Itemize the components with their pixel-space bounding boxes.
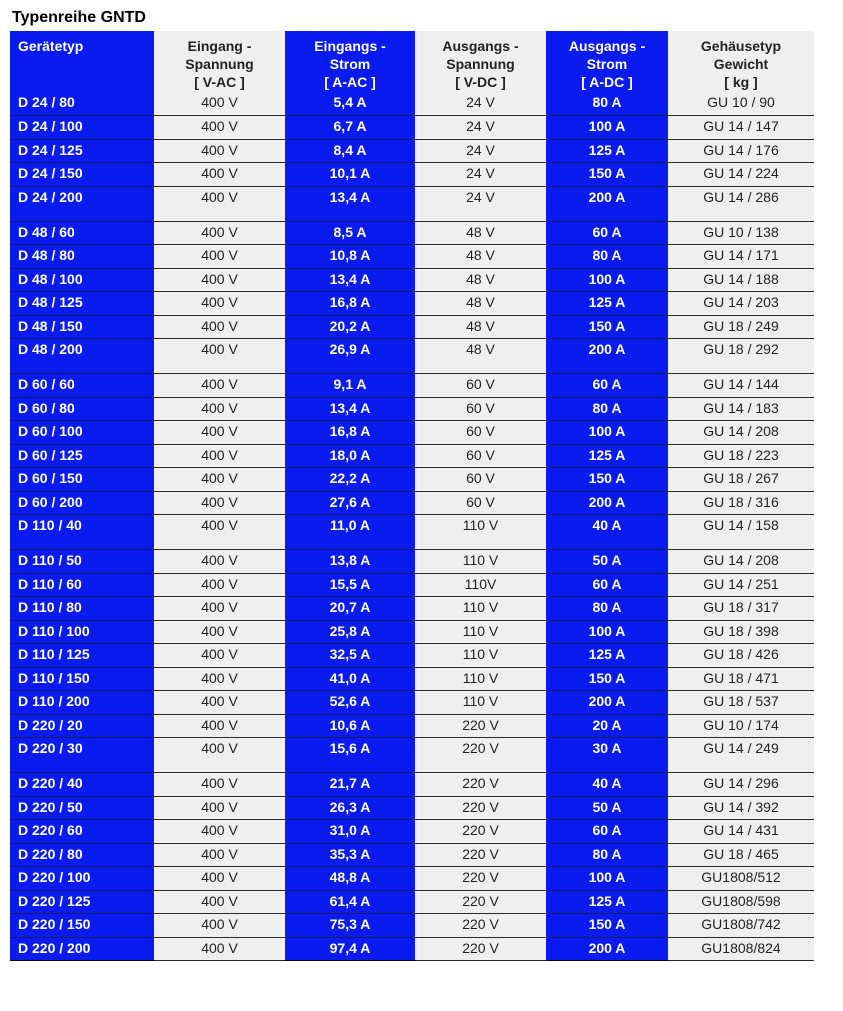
table-row xyxy=(10,597,814,621)
cell-gehaeusetyp: GU 14 / 208 xyxy=(668,421,814,445)
header-geraetetyp: Gerätetyp xyxy=(10,31,154,92)
table-row xyxy=(10,796,814,820)
cell-eingangs-strom: 27,6 A xyxy=(285,491,415,515)
table-row xyxy=(10,186,814,221)
cell-eingangs-strom: 9,1 A xyxy=(285,374,415,398)
cell-gehaeusetyp: GU 14 / 144 xyxy=(668,374,814,398)
cell-eingang-spannung: 400 V xyxy=(154,139,285,163)
cell-gehaeusetyp: GU1808/824 xyxy=(668,937,814,961)
cell-ausgangs-spannung: 60 V xyxy=(415,421,546,445)
table-row xyxy=(10,292,814,316)
cell-ausgangs-spannung: 24 V xyxy=(415,92,546,116)
cell-ausgangs-spannung: 220 V xyxy=(415,867,546,891)
cell-eingang-spannung: 400 V xyxy=(154,796,285,820)
cell-ausgangs-spannung: 48 V xyxy=(415,315,546,339)
cell-geraetetyp: D 24 / 100 xyxy=(10,116,154,140)
cell-eingang-spannung: 400 V xyxy=(154,937,285,961)
cell-eingangs-strom: 20,7 A xyxy=(285,597,415,621)
cell-ausgangs-spannung: 220 V xyxy=(415,937,546,961)
cell-ausgangs-spannung: 48 V xyxy=(415,292,546,316)
cell-geraetetyp: D 60 / 80 xyxy=(10,397,154,421)
header-row xyxy=(10,31,814,92)
cell-ausgangs-spannung: 220 V xyxy=(415,773,546,797)
table-row xyxy=(10,691,814,715)
cell-ausgangs-strom: 100 A xyxy=(546,268,668,292)
cell-eingangs-strom: 8,5 A xyxy=(285,221,415,245)
cell-ausgangs-strom: 125 A xyxy=(546,292,668,316)
cell-ausgangs-strom: 30 A xyxy=(546,738,668,773)
cell-eingang-spannung: 400 V xyxy=(154,339,285,374)
cell-eingangs-strom: 22,2 A xyxy=(285,468,415,492)
cell-ausgangs-strom: 20 A xyxy=(546,714,668,738)
cell-eingang-spannung: 400 V xyxy=(154,550,285,574)
cell-eingang-spannung: 400 V xyxy=(154,867,285,891)
table-row xyxy=(10,820,814,844)
cell-eingangs-strom: 31,0 A xyxy=(285,820,415,844)
cell-gehaeusetyp: GU 18 / 465 xyxy=(668,843,814,867)
cell-geraetetyp: D 110 / 150 xyxy=(10,667,154,691)
cell-eingang-spannung: 400 V xyxy=(154,644,285,668)
cell-ausgangs-spannung: 24 V xyxy=(415,186,546,221)
table-row xyxy=(10,937,814,961)
cell-ausgangs-strom: 200 A xyxy=(546,186,668,221)
cell-geraetetyp: D 220 / 50 xyxy=(10,796,154,820)
cell-eingang-spannung: 400 V xyxy=(154,773,285,797)
cell-eingangs-strom: 11,0 A xyxy=(285,515,415,550)
cell-eingangs-strom: 35,3 A xyxy=(285,843,415,867)
cell-ausgangs-spannung: 110 V xyxy=(415,515,546,550)
cell-eingangs-strom: 21,7 A xyxy=(285,773,415,797)
cell-ausgangs-strom: 150 A xyxy=(546,667,668,691)
cell-ausgangs-spannung: 220 V xyxy=(415,843,546,867)
cell-eingangs-strom: 10,1 A xyxy=(285,163,415,187)
cell-geraetetyp: D 48 / 80 xyxy=(10,245,154,269)
cell-eingang-spannung: 400 V xyxy=(154,667,285,691)
cell-ausgangs-spannung: 110 V xyxy=(415,667,546,691)
table-row xyxy=(10,444,814,468)
cell-gehaeusetyp: GU 18 / 317 xyxy=(668,597,814,621)
cell-gehaeusetyp: GU 18 / 316 xyxy=(668,491,814,515)
cell-eingangs-strom: 16,8 A xyxy=(285,421,415,445)
table-row xyxy=(10,374,814,398)
cell-eingangs-strom: 8,4 A xyxy=(285,139,415,163)
table-row xyxy=(10,550,814,574)
cell-eingangs-strom: 15,5 A xyxy=(285,573,415,597)
cell-eingang-spannung: 400 V xyxy=(154,163,285,187)
cell-gehaeusetyp: GU 14 / 286 xyxy=(668,186,814,221)
cell-geraetetyp: D 110 / 60 xyxy=(10,573,154,597)
cell-gehaeusetyp: GU 14 / 203 xyxy=(668,292,814,316)
cell-eingang-spannung: 400 V xyxy=(154,186,285,221)
cell-eingang-spannung: 400 V xyxy=(154,421,285,445)
table-row xyxy=(10,163,814,187)
cell-gehaeusetyp: GU 18 / 398 xyxy=(668,620,814,644)
cell-eingang-spannung: 400 V xyxy=(154,92,285,116)
table-row xyxy=(10,315,814,339)
cell-eingang-spannung: 400 V xyxy=(154,221,285,245)
cell-geraetetyp: D 60 / 125 xyxy=(10,444,154,468)
table-row xyxy=(10,914,814,938)
cell-eingangs-strom: 48,8 A xyxy=(285,867,415,891)
cell-eingang-spannung: 400 V xyxy=(154,843,285,867)
cell-eingangs-strom: 6,7 A xyxy=(285,116,415,140)
cell-geraetetyp: D 24 / 150 xyxy=(10,163,154,187)
cell-eingangs-strom: 13,4 A xyxy=(285,268,415,292)
table-row xyxy=(10,890,814,914)
cell-gehaeusetyp: GU 18 / 292 xyxy=(668,339,814,374)
cell-ausgangs-strom: 125 A xyxy=(546,644,668,668)
cell-geraetetyp: D 110 / 40 xyxy=(10,515,154,550)
cell-ausgangs-spannung: 60 V xyxy=(415,397,546,421)
table-row xyxy=(10,421,814,445)
cell-eingangs-strom: 32,5 A xyxy=(285,644,415,668)
cell-ausgangs-spannung: 48 V xyxy=(415,221,546,245)
cell-eingangs-strom: 25,8 A xyxy=(285,620,415,644)
table-row xyxy=(10,268,814,292)
cell-geraetetyp: D 110 / 100 xyxy=(10,620,154,644)
cell-geraetetyp: D 60 / 150 xyxy=(10,468,154,492)
cell-geraetetyp: D 48 / 125 xyxy=(10,292,154,316)
cell-geraetetyp: D 48 / 200 xyxy=(10,339,154,374)
cell-eingangs-strom: 13,4 A xyxy=(285,186,415,221)
cell-gehaeusetyp: GU 14 / 183 xyxy=(668,397,814,421)
table-row xyxy=(10,667,814,691)
cell-ausgangs-strom: 100 A xyxy=(546,116,668,140)
table-row xyxy=(10,620,814,644)
cell-eingangs-strom: 10,6 A xyxy=(285,714,415,738)
cell-ausgangs-spannung: 220 V xyxy=(415,820,546,844)
table-body xyxy=(10,92,814,961)
cell-eingang-spannung: 400 V xyxy=(154,468,285,492)
cell-geraetetyp: D 24 / 80 xyxy=(10,92,154,116)
cell-geraetetyp: D 220 / 30 xyxy=(10,738,154,773)
cell-ausgangs-strom: 60 A xyxy=(546,573,668,597)
cell-eingangs-strom: 75,3 A xyxy=(285,914,415,938)
page-title: Typenreihe GNTD xyxy=(12,9,146,26)
cell-geraetetyp: D 48 / 100 xyxy=(10,268,154,292)
table-row xyxy=(10,843,814,867)
cell-eingang-spannung: 400 V xyxy=(154,714,285,738)
cell-geraetetyp: D 220 / 20 xyxy=(10,714,154,738)
cell-ausgangs-strom: 100 A xyxy=(546,620,668,644)
cell-eingang-spannung: 400 V xyxy=(154,268,285,292)
cell-geraetetyp: D 220 / 200 xyxy=(10,937,154,961)
cell-ausgangs-strom: 200 A xyxy=(546,937,668,961)
cell-gehaeusetyp: GU 14 / 171 xyxy=(668,245,814,269)
cell-ausgangs-spannung: 48 V xyxy=(415,268,546,292)
cell-gehaeusetyp: GU 14 / 431 xyxy=(668,820,814,844)
cell-ausgangs-spannung: 48 V xyxy=(415,245,546,269)
cell-eingangs-strom: 13,4 A xyxy=(285,397,415,421)
cell-eingangs-strom: 13,8 A xyxy=(285,550,415,574)
cell-ausgangs-strom: 60 A xyxy=(546,374,668,398)
table-row xyxy=(10,245,814,269)
table-row xyxy=(10,339,814,374)
cell-ausgangs-strom: 150 A xyxy=(546,914,668,938)
cell-ausgangs-strom: 80 A xyxy=(546,843,668,867)
cell-gehaeusetyp: GU 14 / 176 xyxy=(668,139,814,163)
cell-eingang-spannung: 400 V xyxy=(154,738,285,773)
cell-geraetetyp: D 220 / 80 xyxy=(10,843,154,867)
cell-ausgangs-spannung: 220 V xyxy=(415,714,546,738)
cell-eingang-spannung: 400 V xyxy=(154,890,285,914)
cell-geraetetyp: D 60 / 200 xyxy=(10,491,154,515)
cell-ausgangs-spannung: 110 V xyxy=(415,620,546,644)
cell-eingang-spannung: 400 V xyxy=(154,397,285,421)
cell-geraetetyp: D 48 / 60 xyxy=(10,221,154,245)
cell-ausgangs-strom: 150 A xyxy=(546,468,668,492)
cell-ausgangs-spannung: 220 V xyxy=(415,914,546,938)
table-row xyxy=(10,573,814,597)
cell-ausgangs-strom: 200 A xyxy=(546,339,668,374)
cell-geraetetyp: D 60 / 60 xyxy=(10,374,154,398)
cell-ausgangs-spannung: 60 V xyxy=(415,374,546,398)
cell-geraetetyp: D 220 / 125 xyxy=(10,890,154,914)
cell-eingang-spannung: 400 V xyxy=(154,597,285,621)
cell-gehaeusetyp: GU 14 / 188 xyxy=(668,268,814,292)
cell-eingangs-strom: 97,4 A xyxy=(285,937,415,961)
cell-gehaeusetyp: GU 18 / 267 xyxy=(668,468,814,492)
header-eingangs-strom: Eingangs - Strom [ A-AC ] xyxy=(285,31,415,92)
table-row xyxy=(10,139,814,163)
cell-ausgangs-spannung: 220 V xyxy=(415,738,546,773)
table-row xyxy=(10,644,814,668)
cell-geraetetyp: D 220 / 100 xyxy=(10,867,154,891)
cell-geraetetyp: D 48 / 150 xyxy=(10,315,154,339)
table-row xyxy=(10,738,814,773)
cell-gehaeusetyp: GU 14 / 208 xyxy=(668,550,814,574)
table-row xyxy=(10,397,814,421)
cell-ausgangs-spannung: 60 V xyxy=(415,491,546,515)
cell-ausgangs-strom: 60 A xyxy=(546,221,668,245)
cell-eingang-spannung: 400 V xyxy=(154,691,285,715)
cell-ausgangs-strom: 200 A xyxy=(546,491,668,515)
cell-eingang-spannung: 400 V xyxy=(154,245,285,269)
cell-gehaeusetyp: GU 14 / 147 xyxy=(668,116,814,140)
cell-geraetetyp: D 110 / 200 xyxy=(10,691,154,715)
cell-eingangs-strom: 20,2 A xyxy=(285,315,415,339)
cell-ausgangs-spannung: 220 V xyxy=(415,890,546,914)
cell-gehaeusetyp: GU 14 / 249 xyxy=(668,738,814,773)
cell-ausgangs-spannung: 24 V xyxy=(415,139,546,163)
table-row xyxy=(10,92,814,116)
cell-eingangs-strom: 26,9 A xyxy=(285,339,415,374)
cell-geraetetyp: D 24 / 125 xyxy=(10,139,154,163)
cell-eingang-spannung: 400 V xyxy=(154,315,285,339)
cell-geraetetyp: D 220 / 40 xyxy=(10,773,154,797)
cell-gehaeusetyp: GU 14 / 392 xyxy=(668,796,814,820)
cell-gehaeusetyp: GU 10 / 90 xyxy=(668,92,814,116)
cell-ausgangs-spannung: 24 V xyxy=(415,163,546,187)
header-ausgangs-spannung: Ausgangs - Spannung [ V-DC ] xyxy=(415,31,546,92)
cell-gehaeusetyp: GU 14 / 251 xyxy=(668,573,814,597)
cell-eingang-spannung: 400 V xyxy=(154,620,285,644)
cell-ausgangs-strom: 50 A xyxy=(546,550,668,574)
spec-table xyxy=(10,31,814,961)
cell-ausgangs-spannung: 110 V xyxy=(415,550,546,574)
cell-ausgangs-spannung: 48 V xyxy=(415,339,546,374)
cell-ausgangs-spannung: 60 V xyxy=(415,468,546,492)
cell-gehaeusetyp: GU 14 / 296 xyxy=(668,773,814,797)
cell-eingangs-strom: 10,8 A xyxy=(285,245,415,269)
cell-eingang-spannung: 400 V xyxy=(154,116,285,140)
cell-gehaeusetyp: GU1808/742 xyxy=(668,914,814,938)
cell-eingang-spannung: 400 V xyxy=(154,491,285,515)
cell-ausgangs-strom: 100 A xyxy=(546,867,668,891)
table-row xyxy=(10,773,814,797)
table-row xyxy=(10,221,814,245)
cell-ausgangs-spannung: 110 V xyxy=(415,691,546,715)
cell-ausgangs-strom: 40 A xyxy=(546,773,668,797)
cell-ausgangs-spannung: 60 V xyxy=(415,444,546,468)
cell-gehaeusetyp: GU 18 / 426 xyxy=(668,644,814,668)
cell-geraetetyp: D 220 / 150 xyxy=(10,914,154,938)
cell-gehaeusetyp: GU 10 / 174 xyxy=(668,714,814,738)
cell-ausgangs-strom: 60 A xyxy=(546,820,668,844)
cell-ausgangs-strom: 125 A xyxy=(546,890,668,914)
cell-ausgangs-spannung: 110V xyxy=(415,573,546,597)
cell-gehaeusetyp: GU 18 / 471 xyxy=(668,667,814,691)
cell-eingangs-strom: 18,0 A xyxy=(285,444,415,468)
cell-ausgangs-strom: 125 A xyxy=(546,139,668,163)
cell-gehaeusetyp: GU1808/512 xyxy=(668,867,814,891)
header-gehaeusetyp-gewicht: Gehäusetyp Gewicht [ kg ] xyxy=(668,31,814,92)
cell-eingang-spannung: 400 V xyxy=(154,914,285,938)
cell-eingangs-strom: 15,6 A xyxy=(285,738,415,773)
header-ausgangs-strom: Ausgangs - Strom [ A-DC ] xyxy=(546,31,668,92)
cell-geraetetyp: D 220 / 60 xyxy=(10,820,154,844)
table-row xyxy=(10,116,814,140)
cell-eingangs-strom: 26,3 A xyxy=(285,796,415,820)
header-eingang-spannung: Eingang - Spannung [ V-AC ] xyxy=(154,31,285,92)
cell-ausgangs-strom: 50 A xyxy=(546,796,668,820)
table-row xyxy=(10,867,814,891)
cell-eingangs-strom: 5,4 A xyxy=(285,92,415,116)
cell-eingang-spannung: 400 V xyxy=(154,444,285,468)
table-row xyxy=(10,515,814,550)
cell-ausgangs-strom: 150 A xyxy=(546,163,668,187)
cell-gehaeusetyp: GU1808/598 xyxy=(668,890,814,914)
table-row xyxy=(10,491,814,515)
cell-ausgangs-strom: 100 A xyxy=(546,421,668,445)
cell-gehaeusetyp: GU 10 / 138 xyxy=(668,221,814,245)
cell-ausgangs-strom: 80 A xyxy=(546,397,668,421)
cell-geraetetyp: D 110 / 50 xyxy=(10,550,154,574)
cell-eingangs-strom: 41,0 A xyxy=(285,667,415,691)
cell-geraetetyp: D 24 / 200 xyxy=(10,186,154,221)
cell-geraetetyp: D 110 / 80 xyxy=(10,597,154,621)
cell-ausgangs-spannung: 220 V xyxy=(415,796,546,820)
cell-geraetetyp: D 110 / 125 xyxy=(10,644,154,668)
cell-ausgangs-strom: 80 A xyxy=(546,92,668,116)
cell-ausgangs-strom: 125 A xyxy=(546,444,668,468)
cell-ausgangs-strom: 150 A xyxy=(546,315,668,339)
cell-eingangs-strom: 61,4 A xyxy=(285,890,415,914)
cell-eingang-spannung: 400 V xyxy=(154,515,285,550)
cell-gehaeusetyp: GU 18 / 537 xyxy=(668,691,814,715)
cell-gehaeusetyp: GU 18 / 223 xyxy=(668,444,814,468)
cell-ausgangs-spannung: 110 V xyxy=(415,644,546,668)
cell-eingangs-strom: 52,6 A xyxy=(285,691,415,715)
cell-eingangs-strom: 16,8 A xyxy=(285,292,415,316)
table-row xyxy=(10,714,814,738)
cell-ausgangs-strom: 200 A xyxy=(546,691,668,715)
cell-ausgangs-strom: 40 A xyxy=(546,515,668,550)
cell-eingang-spannung: 400 V xyxy=(154,573,285,597)
cell-gehaeusetyp: GU 14 / 224 xyxy=(668,163,814,187)
cell-ausgangs-strom: 80 A xyxy=(546,597,668,621)
cell-eingang-spannung: 400 V xyxy=(154,374,285,398)
cell-geraetetyp: D 60 / 100 xyxy=(10,421,154,445)
cell-eingang-spannung: 400 V xyxy=(154,820,285,844)
cell-ausgangs-spannung: 24 V xyxy=(415,116,546,140)
cell-ausgangs-strom: 80 A xyxy=(546,245,668,269)
cell-eingang-spannung: 400 V xyxy=(154,292,285,316)
cell-ausgangs-spannung: 110 V xyxy=(415,597,546,621)
cell-gehaeusetyp: GU 14 / 158 xyxy=(668,515,814,550)
cell-gehaeusetyp: GU 18 / 249 xyxy=(668,315,814,339)
table-row xyxy=(10,468,814,492)
